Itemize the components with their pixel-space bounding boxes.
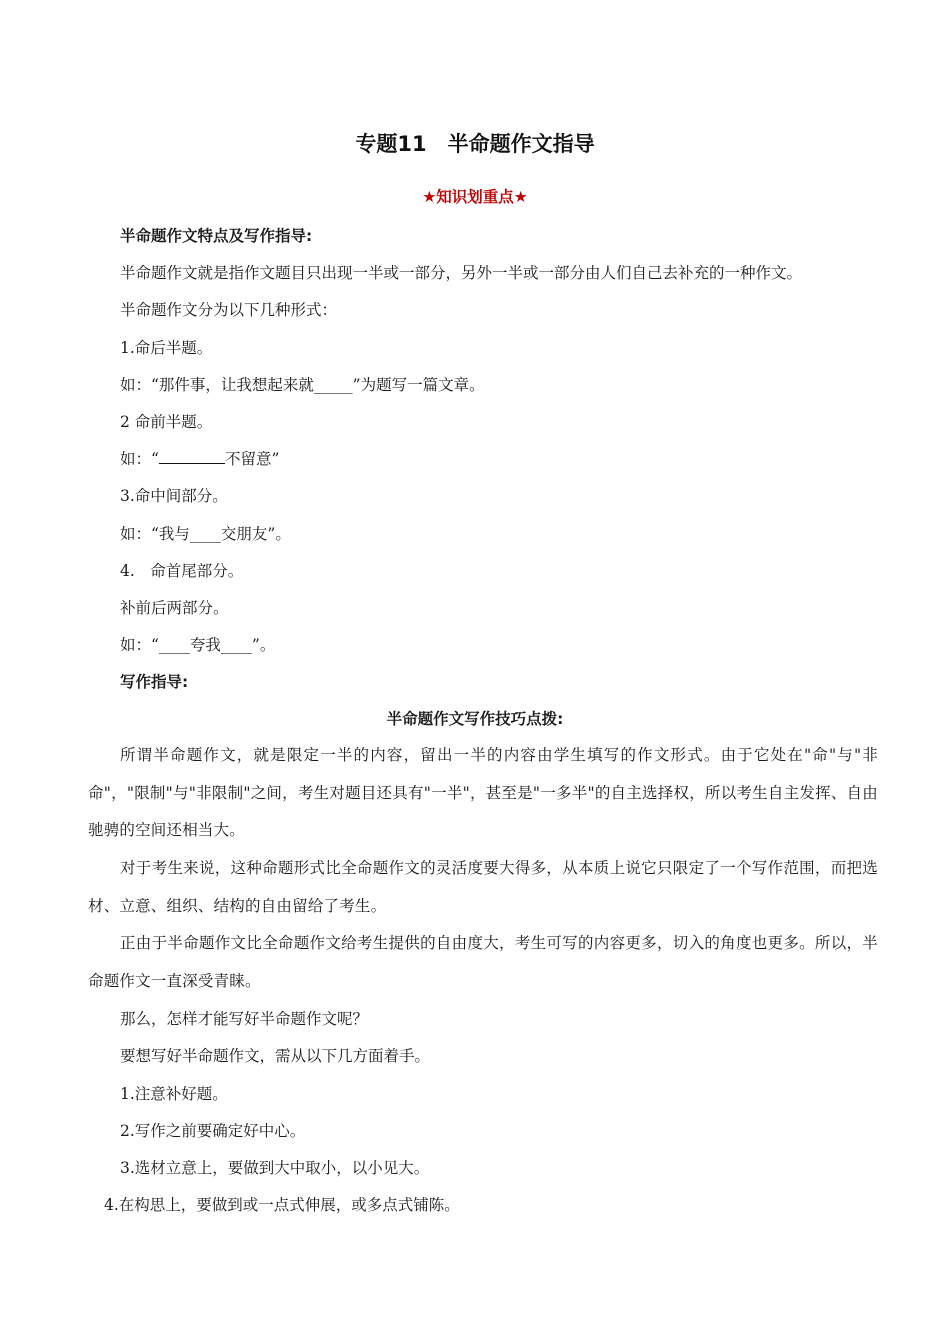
form-2-example — [120, 449, 279, 469]
tip-4: 4.在构思上，要做到或一点式伸展，或多点式铺陈。 — [104, 1196, 460, 1214]
paragraph-freedom: 正由于半命题作文比全命题作文给考生提供的自由度大，考生可写的内容更多，切入的角度也更多。所以，半命题作文一直深受青睐。 — [88, 934, 878, 990]
section-heading-features: 半命题作文特点及写作指导: — [120, 227, 313, 245]
form-4-example: 如：“____夸我____”。 — [120, 636, 276, 654]
form-3-label: 3.命中间部分。 — [120, 487, 228, 505]
tip-3: 3.选材立意上，要做到大中取小，以小见大。 — [120, 1159, 430, 1177]
form-3-example: 如：“我与____交朋友”。 — [120, 525, 291, 543]
paragraph-definition: 所谓半命题作文，就是限定一半的内容，留出一半的内容由学生填写的作文形式。由于它处在"命"与"非命"，"限制"与"非限制"之间，考生对题目还具有"一半"，甚至是"一多半"的自主选择权，所以考生自主发挥、自由驰骋的空间还相当大。 — [88, 746, 878, 839]
forms-intro: 半命题作文分为以下几种形式： — [120, 301, 338, 319]
form-4-note: 补前后两部分。 — [120, 599, 229, 617]
fill-in-blank — [159, 449, 225, 464]
form-1-example: 如：“那件事，让我想起来就_____”为题写一篇文章。 — [120, 376, 485, 394]
tip-2: 2.写作之前要确定好中心。 — [120, 1122, 306, 1140]
tips-heading: 半命题作文写作技巧点拨: — [386, 710, 564, 728]
key-points-banner: ★知识划重点★ — [422, 188, 528, 206]
section-heading-writing-guide: 写作指导: — [120, 673, 189, 691]
form-2-example-suffix: 不留意” — [224, 450, 280, 468]
form-4-label: 4. 命首尾部分。 — [120, 562, 244, 580]
aspects-intro: 要想写好半命题作文，需从以下几方面着手。 — [120, 1047, 431, 1065]
tip-1: 1.注意补好题。 — [120, 1085, 228, 1103]
question-text: 那么，怎样才能写好半命题作文呢？ — [120, 1010, 369, 1028]
paragraph-flexibility: 对于考生来说，这种命题形式比全命题作文的灵活度要大得多，从本质上说它只限定了一个写作范围，而把选材、立意、组织、结构的自由留给了考生。 — [88, 859, 878, 915]
document-title: 专题11 半命题作文指导 — [355, 132, 595, 156]
form-2-example-prefix: 如：“ — [120, 450, 159, 468]
form-1-label: 1.命后半题。 — [120, 339, 213, 357]
form-2-label: 2 命前半题。 — [120, 413, 213, 431]
definition-text: 半命题作文就是指作文题目只出现一半或一部分，另外一半或一部分由人们自己去补充的一种作文。 — [120, 264, 803, 282]
